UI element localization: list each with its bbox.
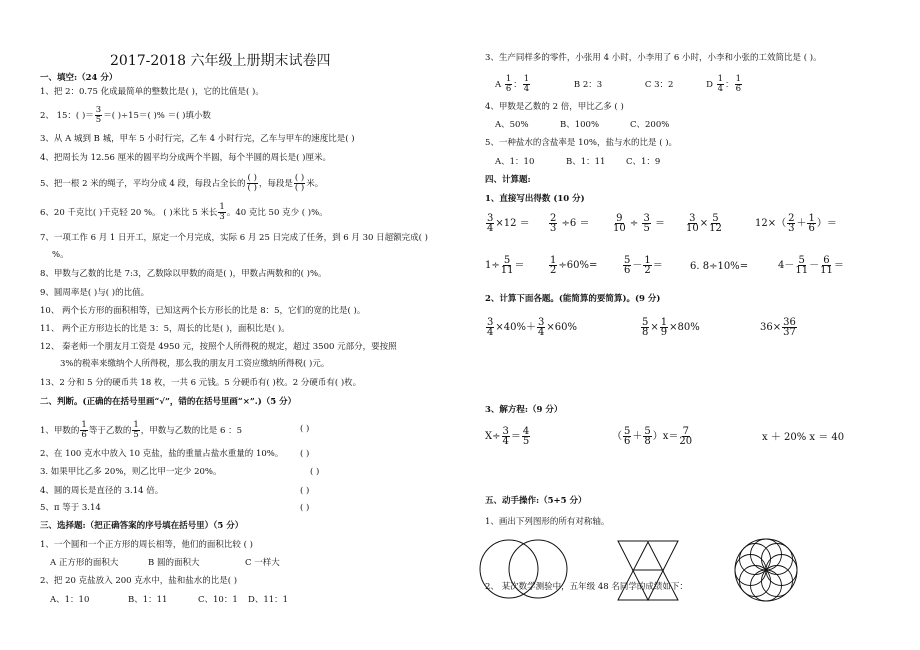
choice-option[interactable]: C、200%: [630, 120, 670, 130]
calc-item: 36× $\frac{36}{37}$: [760, 317, 796, 338]
choice-question: 1、一个圆和一个正方形的周长相等，他们的面积比较 ( ): [40, 540, 253, 550]
question: 5、把一根 2 米的绳子，平均分成 4 段，每段占全长的 ( ) ( ) ，每段是 ( ) ( ) 米。: [40, 173, 324, 193]
calc-item: $\frac{2}{3}$ ÷6 ＝: [550, 213, 590, 234]
choice-option[interactable]: A、1：10: [50, 595, 90, 605]
choice-option[interactable]: B、1：11: [566, 157, 606, 167]
choice-question: 3、生产同样多的零件，小张用 4 小时，小李用了 6 小时，小李和小张的工效简比是 ( )。: [485, 53, 822, 63]
choice-option[interactable]: C、10：1: [198, 595, 238, 605]
question: 6、20 千克比( )千克轻 20 %。 ( )米比 5 米长 $\frac{1}{3}$ 。40 克比 50 克少 ( )%。: [40, 202, 328, 222]
choice-question: 5、一种盐水的含盐率是 10%，盐与水的比是 ( )。: [485, 138, 678, 148]
section-choice: 三、选择题:（把正确答案的序号填在括号里）（5 分）: [40, 521, 244, 531]
choice-option[interactable]: D、11：1: [248, 595, 289, 605]
choice-option[interactable]: B、1：11: [128, 595, 168, 605]
choice-question: 2、把 20 克盐放入 200 克水中，盐和盐水的比是( ): [40, 576, 238, 586]
choice-option[interactable]: B 圆的面积大: [148, 558, 200, 568]
judge-item: 1、甲数的 $\frac{1}{6}$ 等于乙数的 $\frac{1}{5}$ ，甲数与乙数的比是 6 ：5: [40, 420, 243, 440]
judge-item: 3. 如果甲比乙多 20%，则乙比甲一定少 20%。: [40, 467, 222, 477]
question-cont: %。: [52, 250, 69, 260]
calc-item: 1÷ $\frac{5}{11}$ ＝: [485, 255, 525, 276]
subsection-direct: 1、直接写出得数 (10 分): [485, 194, 585, 204]
section-judge: 二、判断。(正确的在括号里画“√”，错的在括号里画“×”.)（5 分）: [40, 397, 297, 407]
question: 4、把周长为 12.56 厘米的圆平均分成两个半圆，每个半圆的周长是( )厘米。: [40, 153, 331, 163]
calc-item: $\frac{3}{4}$ ×40%＋ $\frac{3}{4}$ ×60%: [487, 317, 577, 338]
choice-option[interactable]: B、100%: [560, 120, 600, 130]
question: 1、把 2：0.75 化成最简单的整数比是( )，它的比值是( )。: [40, 87, 264, 97]
calc-item: $\frac{1}{2}$ ÷60%=: [550, 255, 598, 276]
judge-item: 4、圆的周长是直径的 3.14 倍。: [40, 486, 164, 496]
calc-item: 12×（ $\frac{2}{3}$ ＋ $\frac{1}{6}$ ）＝: [755, 213, 837, 234]
calc-item: $\frac{9}{10}$ ÷ $\frac{3}{5}$ ＝: [613, 213, 666, 234]
question-cont: 3%的税率来缴纳个人所得税，那么我的朋友月工资应缴纳所得税( )元。: [60, 359, 330, 369]
question: 3、从 A 城到 B 城，甲车 5 小时行完，乙车 4 小时行完，乙车与甲车的速度比是( ): [40, 134, 355, 144]
choice-option[interactable]: A 正方形的面积大: [50, 558, 119, 568]
question: 7、一项工作 6 月 1 日开工，原定一个月完成，实际 6 月 25 日完成了任务，到 6 月 30 日超额完成( ): [40, 233, 428, 243]
choice-option[interactable]: C、1：9: [626, 157, 661, 167]
choice-option[interactable]: A、1：10: [495, 157, 535, 167]
task: 2、 某次数学测验中，五年级 48 名同学的成绩如下：: [485, 582, 688, 592]
choice-option[interactable]: A、50%: [495, 120, 529, 130]
task: 1、画出下列图形的所有对称轴。: [485, 517, 610, 527]
calc-item: $\frac{5}{6}$ － $\frac{1}{2}$ ＝: [624, 255, 663, 276]
equation: X÷ $\frac{3}{4}$ ＝ $\frac{4}{5}$: [485, 426, 530, 447]
answer-paren[interactable]: ( ): [310, 467, 320, 477]
answer-paren[interactable]: ( ): [300, 424, 310, 434]
question: 2、 15：( )＝ $\frac{3}{5}$ ＝( )÷15＝( )% ＝( )填小数: [40, 105, 211, 125]
question: 11、 两个正方形边长的比是 3：5，周长的比是( )，面积比是( )。: [40, 324, 290, 334]
question: 9、圆周率是( )与( )的比值。: [40, 288, 150, 298]
answer-paren[interactable]: ( ): [300, 449, 310, 459]
calc-item: $\frac{3}{10}$ × $\frac{5}{12}$: [686, 213, 722, 234]
subsection-equation: 3、解方程:（9 分）: [485, 405, 563, 415]
answer-paren[interactable]: ( ): [300, 486, 310, 496]
calc-item: 6. 8÷10%=: [690, 261, 749, 272]
judge-item: 2、在 100 克水中放入 10 克盐，盐的重量占盐水重量的 10%。: [40, 449, 284, 459]
section-fill: 一、填空:（24 分）: [40, 73, 118, 83]
choice-question: 4、甲数是乙数的 2 倍，甲比乙多 ( ): [485, 102, 624, 112]
page-title: 2017-2018 六年级上册期末试卷四: [110, 53, 331, 69]
equation: （ $\frac{5}{6}$ ＋ $\frac{5}{8}$ ）x＝ $\frac{7}{20}$: [612, 426, 693, 447]
calc-item: $\frac{3}{4}$ ×12 ＝: [487, 213, 530, 234]
section-hands-on: 五、动手操作:（5+5 分）: [485, 496, 587, 506]
calc-item: 4－ $\frac{5}{11}$ － $\frac{6}{11}$ ＝: [778, 255, 844, 276]
equation: x ＋ 20% x ＝ 40: [762, 432, 845, 443]
calc-item: $\frac{5}{8}$ × $\frac{1}{9}$ ×80%: [642, 317, 700, 338]
choice-options: A $\frac{1}{6}$ ： $\frac{1}{4}$ B 2：3 C 3：2 D $\frac{1}{4}$ ： $\frac{1}{6}$: [495, 74, 741, 94]
subsection-simplify: 2、计算下面各题。(能简算的要简算)。(9 分): [485, 294, 661, 304]
question: 12、 秦老师一个朋友月工资是 4950 元，按照个人所得税的规定，超过 3500 元部分，要按照: [40, 342, 397, 352]
question: 10、 两个长方形的面积相等，已知这两个长方形长的比是 8：5，它们的宽的比是( )。: [40, 306, 366, 316]
flower-circle-figure: [733, 537, 799, 603]
choice-option[interactable]: C 一样大: [245, 558, 280, 568]
answer-paren[interactable]: ( ): [300, 503, 310, 513]
section-calc: 四、计算题:: [485, 175, 531, 185]
question: 8、甲数与乙数的比是 7:3，乙数除以甲数的商是( )，甲数占两数和的( )%。: [40, 269, 327, 279]
question: 13、2 分和 5 分的硬币共 18 枚，一共 6 元钱。5 分硬币有( )枚。2 分硬币有( )枚。: [40, 378, 362, 388]
judge-item: 5、π 等于 3.14: [40, 503, 101, 513]
